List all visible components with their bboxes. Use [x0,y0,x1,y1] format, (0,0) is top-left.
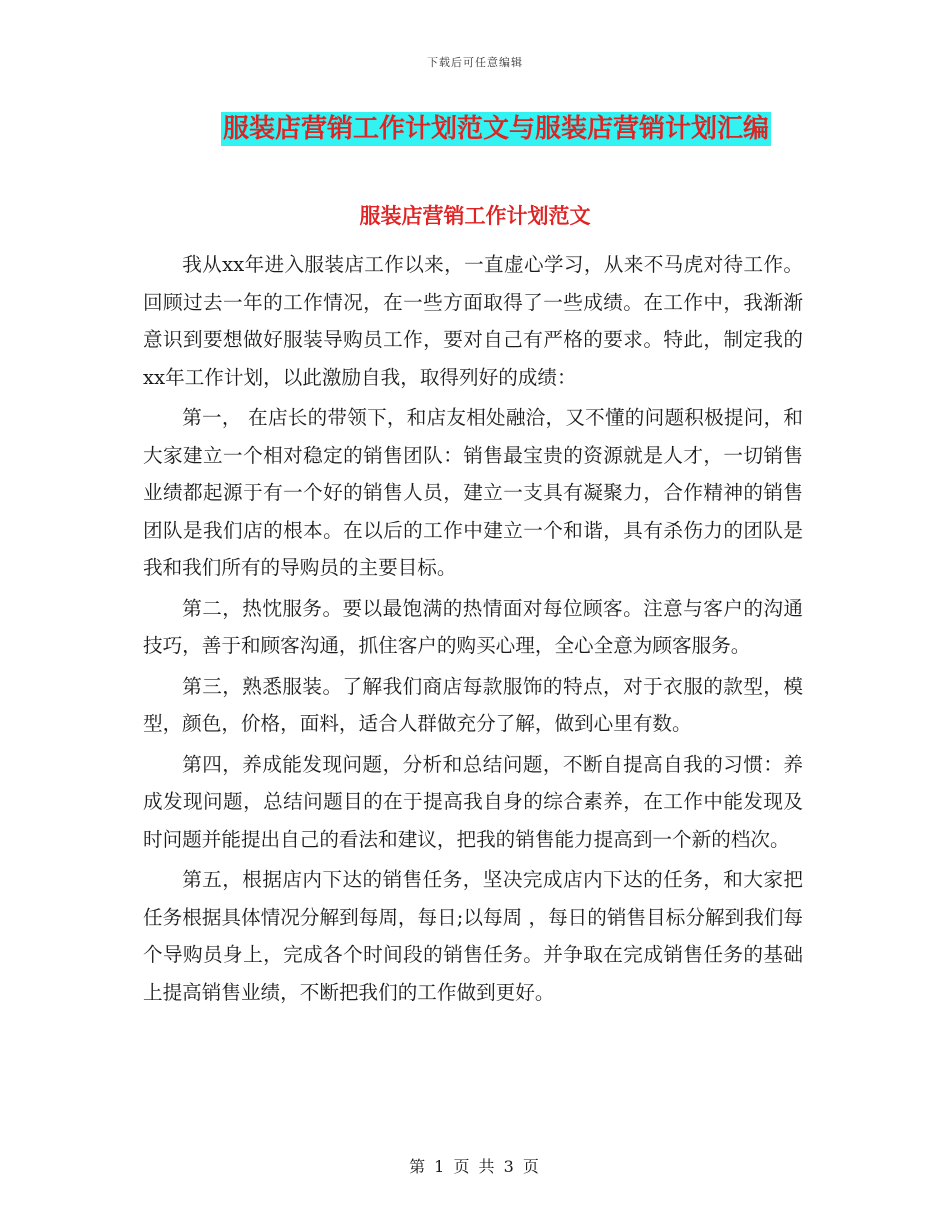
paragraph-intro: 我从xx年进入服装店工作以来，一直虚心学习，从来不马虎对待工作。回顾过去一年的工作情况，在一些方面取得了一些成绩。在工作中，我渐渐意识到要想做好服装导购员工作，要对自己有严格的要求。特此，制定我的xx年工作计划，以此激励自我，取得列好的成绩： [143,253,803,389]
page-header-note: 下载后可任意编辑 [427,56,523,69]
paragraph-point-4: 第四，养成能发现问题，分析和总结问题，不断自提高自我的习惯：养成发现问题，总结问题目的在于提高我自身的综合素养，在工作中能发现及时问题并能提出自己的看法和建议，把我的销售能力提高到一个新的档次。 [143,752,803,851]
paragraph-point-3: 第三，熟悉服装。了解我们商店每款服饰的特点，对于衣服的款型，模型，颜色，价格，面料，适合人群做充分了解，做到心里有数。 [143,674,803,735]
paragraph-point-5: 第五，根据店内下达的销售任务，坚决完成店内下达的任务，和大家把任务根据具体情况分解到每周，每日;以每周 ，每日的销售目标分解到我们每个导购员身上，完成各个时间段的销售任务。并争取在完成销售任务的基础上提高销售业绩，不断把我们的工作做到更好。 [143,868,803,1004]
page-number-footer: 第 1 页 共 3 页 [409,1157,541,1176]
paragraph-point-2: 第二，热忱服务。要以最饱满的热情面对每位顾客。注意与客户的沟通技巧，善于和顾客沟通，抓住客户的购买心理，全心全意为顾客服务。 [143,596,803,657]
document-body [143,246,803,1011]
paragraph-point-1: 第一， 在店长的带领下，和店友相处融洽，又不懂的问题积极提问，和大家建立一个相对稳定的销售团队：销售最宝贵的资源就是人才，一切销售业绩都起源于有一个好的销售人员，建立一支具有凝聚力，合作精神的销售团队是我们店的根本。在以后的工作中建立一个和谐，具有杀伤力的团队是我和我们所有的导购员的主要目标。 [143,406,803,579]
section-title: 服装店营销工作计划范文 [359,203,591,228]
document-title: 服装店营销工作计划范文与服装店营销计划汇编 [223,114,770,144]
